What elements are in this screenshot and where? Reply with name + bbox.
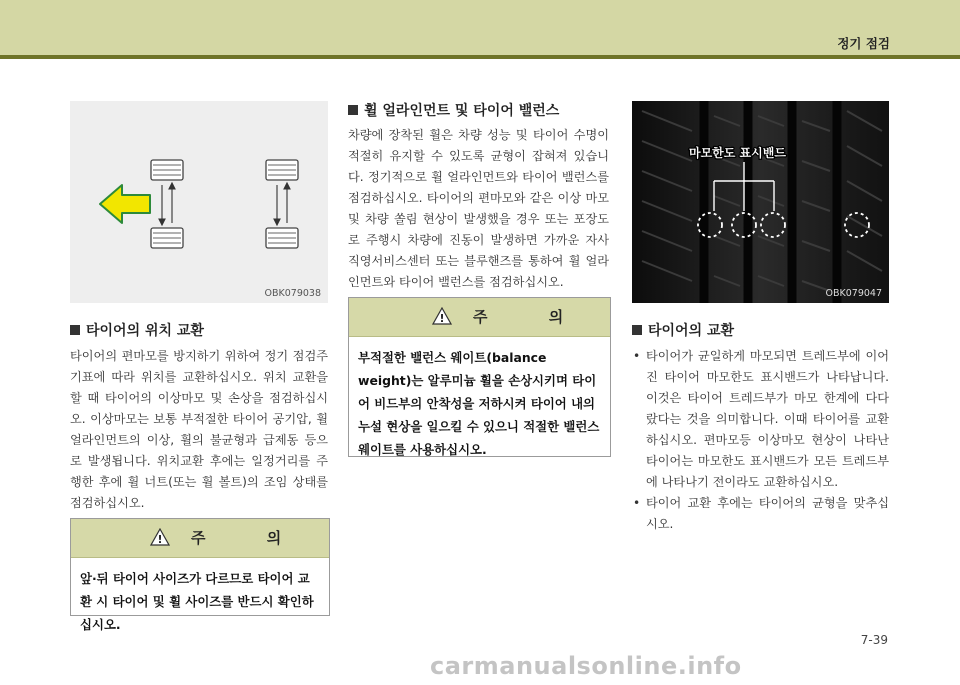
rotation-paragraph: 타이어의 편마모를 방지하기 위하여 정기 점검주기표에 따라 위치를 교환하십시오. 위치 교환을 할 때 타이어의 이상마모 및 손상을 점검하십시오. 이상마모는 보통 부적절한 타이어 공기압, 휠 얼라인먼트의 이상, 휠의 불균형과 급제동 등으로 발생됩니다. 위치교환 후에는 일정거리를 주행한 후에 휠 너트(또는 휠 볼트)의 조임 상태를 점검하십시오.: [70, 349, 328, 510]
watermark-text: carmanualsonline.info: [430, 652, 742, 680]
caution-header: [349, 298, 610, 337]
wear-indicator-label: 마모한도 표시밴드: [689, 146, 786, 160]
caution-title: 주 의: [191, 529, 310, 547]
caution-header: [71, 519, 329, 558]
replacement-bullet-list: [632, 346, 889, 535]
list-item: • 타이어 교환 후에는 타이어의 균형을 맞추십시오.: [632, 493, 889, 535]
svg-text:!: !: [157, 533, 163, 546]
page-header: [0, 0, 960, 55]
caution-title: 주 의: [473, 308, 592, 326]
alignment-paragraph: 차량에 장착된 휠은 차량 성능 및 타이어 수명이 적절히 유지할 수 있도록 균형이 잡혀져 있습니다. 정기적으로 휠 얼라인먼트와 타이어 밸런스를 점검하십시오. 타이어의 편마모와 같은 이상 마모 및 차량 쏠림 현상이 발생했을 경우 또는 포장도로 주행시 차량에 진동이 발생하면 가까운 자사 직영서비스센터 또는 블루핸즈를 통하여 휠 얼라인먼트와 타이어 밸런스를 점검하십시오.: [348, 128, 609, 289]
svg-text:!: !: [439, 312, 445, 325]
caution-text: 부적절한 밸런스 웨이트(balance weight)는 알루미늄 휠을 손상시키며 타이어 비드부의 안착성을 저하시켜 타이어 내의 누설 현상을 일으킬 수 있으니 적절한 밸런스 웨이트를 사용하십시오.: [358, 350, 600, 457]
section-heading-alignment: [348, 100, 559, 120]
heading-square-icon: [348, 105, 358, 115]
caution-text: 앞·뒤 타이어 사이즈가 다르므로 타이어 교환 시 타이어 및 휠 사이즈를 반드시 확인하십시오.: [80, 571, 314, 632]
heading-square-icon: [70, 325, 80, 335]
tire-rotation-diagram: [70, 101, 328, 303]
warning-triangle-icon: [150, 528, 170, 546]
yellow-direction-arrow: [100, 185, 150, 223]
header-section-title: 정기 점검: [837, 36, 890, 51]
heading-square-icon: [632, 325, 642, 335]
caution-box-left: [70, 518, 330, 632]
tire-tread-figure: [632, 101, 889, 303]
header-rule: [0, 55, 960, 59]
tire-icon: [151, 160, 298, 248]
section-heading-rotation: [70, 320, 204, 340]
heading-text: 타이어의 위치 교환: [86, 323, 204, 339]
tire-rotation-figure: [70, 101, 328, 303]
heading-text: 타이어의 교환: [648, 323, 735, 339]
list-item: • 타이어가 균일하게 마모되면 트레드부에 이어진 타이어 마모한도 표시밴드가 나타납니다. 이것은 타이어 트레드부가 마모 한계에 다다랐다는 것을 의미합니다. 이때 타이어를 교환하십시오. 편마모등 이상마모 현상이 나타난 타이어는 마모한도 표시밴드가 모든 트레드부에 나타나기 전이라도 교환하십시오.: [632, 346, 889, 493]
section-heading-replacement: [632, 320, 734, 340]
caution-box-middle: [348, 297, 611, 457]
rotation-arrow-icon: [159, 183, 290, 225]
figure-code: OBK079047: [825, 288, 882, 299]
tire-tread-photo: [632, 101, 889, 303]
heading-text: 휠 얼라인먼트 및 타이어 밸런스: [364, 103, 560, 119]
figure-code: OBK079038: [264, 288, 321, 299]
warning-triangle-icon: [432, 307, 452, 325]
page-number: 7-39: [860, 633, 888, 647]
